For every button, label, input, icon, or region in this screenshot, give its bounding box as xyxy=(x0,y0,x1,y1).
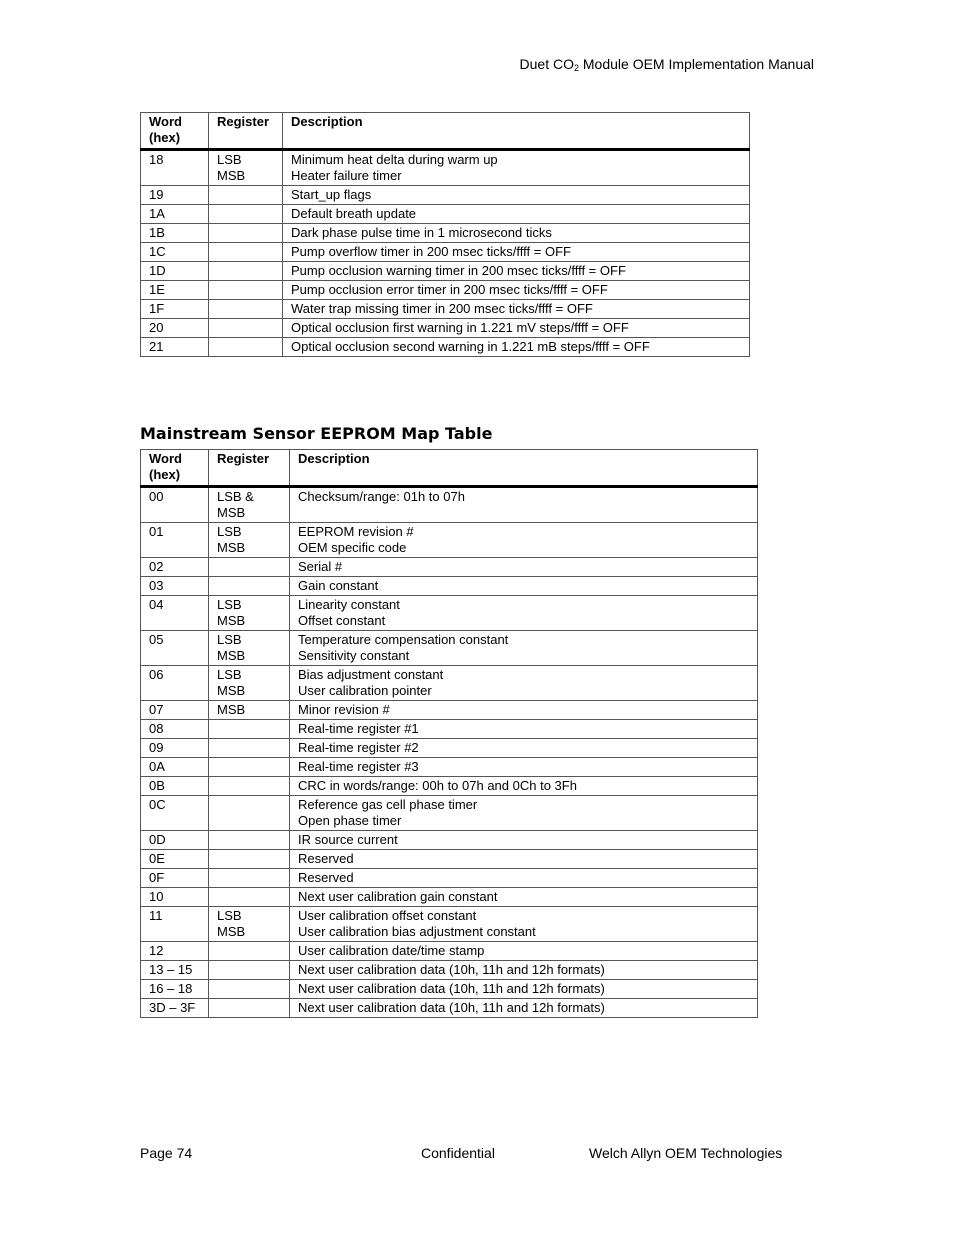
cell-description: EEPROM revision # OEM specific code xyxy=(290,523,758,558)
cell-description: Real-time register #3 xyxy=(290,758,758,777)
cell-word: 18 xyxy=(141,150,209,186)
table-row xyxy=(141,631,758,666)
cell-description: Gain constant xyxy=(290,577,758,596)
cell-description: Reference gas cell phase timer Open phase timer xyxy=(290,796,758,831)
cell-description: IR source current xyxy=(290,831,758,850)
cell-register xyxy=(209,888,290,907)
table-row xyxy=(141,777,758,796)
column-header-word: Word (hex) xyxy=(141,113,209,150)
cell-register xyxy=(209,831,290,850)
cell-word: 02 xyxy=(141,558,209,577)
cell-word: 00 xyxy=(141,487,209,523)
cell-register xyxy=(209,338,283,357)
cell-register: LSB MSB xyxy=(209,666,290,701)
cell-description: Start_up flags xyxy=(283,186,750,205)
table-header-row xyxy=(141,113,750,150)
cell-register xyxy=(209,577,290,596)
cell-register xyxy=(209,720,290,739)
table-row xyxy=(141,796,758,831)
cell-description: Optical occlusion second warning in 1.221 mB steps/ffff = OFF xyxy=(283,338,750,357)
table-row xyxy=(141,907,758,942)
cell-register: LSB MSB xyxy=(209,596,290,631)
cell-description: Pump occlusion error timer in 200 msec ticks/ffff = OFF xyxy=(283,281,750,300)
table-body xyxy=(141,150,750,357)
table-row xyxy=(141,523,758,558)
cell-word: 04 xyxy=(141,596,209,631)
cell-register xyxy=(209,961,290,980)
cell-register: LSB MSB xyxy=(209,150,283,186)
cell-word: 1D xyxy=(141,262,209,281)
table-row xyxy=(141,262,750,281)
cell-description: Optical occlusion first warning in 1.221 mV steps/ffff = OFF xyxy=(283,319,750,338)
table-row xyxy=(141,487,758,523)
footer-company: Welch Allyn OEM Technologies xyxy=(589,1145,783,1161)
table-body xyxy=(141,487,758,1018)
section-title: Mainstream Sensor EEPROM Map Table xyxy=(140,424,493,443)
cell-word: 1A xyxy=(141,205,209,224)
cell-word: 1E xyxy=(141,281,209,300)
table-row xyxy=(141,205,750,224)
cell-word: 16 – 18 xyxy=(141,980,209,999)
cell-register: MSB xyxy=(209,701,290,720)
cell-word: 07 xyxy=(141,701,209,720)
cell-description: Water trap missing timer in 200 msec ticks/ffff = OFF xyxy=(283,300,750,319)
table-row xyxy=(141,942,758,961)
table-row xyxy=(141,186,750,205)
cell-word: 05 xyxy=(141,631,209,666)
cell-word: 0F xyxy=(141,869,209,888)
cell-description: Pump occlusion warning timer in 200 msec ticks/ffff = OFF xyxy=(283,262,750,281)
table-row xyxy=(141,701,758,720)
table-row xyxy=(141,850,758,869)
table-row xyxy=(141,999,758,1018)
cell-word: 08 xyxy=(141,720,209,739)
footer-page-number: Page 74 xyxy=(140,1145,193,1161)
table-row xyxy=(141,300,750,319)
cell-description: Dark phase pulse time in 1 microsecond ticks xyxy=(283,224,750,243)
table-row xyxy=(141,831,758,850)
table-row xyxy=(141,869,758,888)
cell-register xyxy=(209,243,283,262)
register-table-1 xyxy=(140,112,750,357)
cell-register: LSB MSB xyxy=(209,523,290,558)
cell-register xyxy=(209,850,290,869)
table-row xyxy=(141,224,750,243)
table-row xyxy=(141,980,758,999)
header-title-pre: Duet CO xyxy=(519,56,574,72)
cell-description: User calibration date/time stamp xyxy=(290,942,758,961)
column-header-description: Description xyxy=(283,113,750,150)
cell-register xyxy=(209,739,290,758)
cell-register xyxy=(209,262,283,281)
table-row xyxy=(141,758,758,777)
cell-register xyxy=(209,777,290,796)
cell-register xyxy=(209,796,290,831)
cell-word: 03 xyxy=(141,577,209,596)
cell-register xyxy=(209,980,290,999)
table-row xyxy=(141,319,750,338)
cell-word: 19 xyxy=(141,186,209,205)
cell-register xyxy=(209,758,290,777)
cell-register xyxy=(209,205,283,224)
column-header-register: Register xyxy=(209,450,290,487)
cell-description: Real-time register #1 xyxy=(290,720,758,739)
cell-description: User calibration offset constant User calibration bias adjustment constant xyxy=(290,907,758,942)
cell-word: 09 xyxy=(141,739,209,758)
table-row xyxy=(141,720,758,739)
cell-register xyxy=(209,869,290,888)
cell-word: 0C xyxy=(141,796,209,831)
cell-description: Checksum/range: 01h to 07h xyxy=(290,487,758,523)
cell-word: 1B xyxy=(141,224,209,243)
cell-word: 0D xyxy=(141,831,209,850)
cell-description: Next user calibration gain constant xyxy=(290,888,758,907)
column-header-register: Register xyxy=(209,113,283,150)
cell-register xyxy=(209,319,283,338)
table-row xyxy=(141,577,758,596)
header-title-post: Module OEM Implementation Manual xyxy=(579,56,814,72)
cell-description: Serial # xyxy=(290,558,758,577)
cell-description: CRC in words/range: 00h to 07h and 0Ch to 3Fh xyxy=(290,777,758,796)
column-header-word: Word (hex) xyxy=(141,450,209,487)
column-header-description: Description xyxy=(290,450,758,487)
cell-description: Minor revision # xyxy=(290,701,758,720)
table-row xyxy=(141,961,758,980)
cell-word: 1C xyxy=(141,243,209,262)
cell-register xyxy=(209,558,290,577)
table-row xyxy=(141,888,758,907)
cell-description: Minimum heat delta during warm up Heater failure timer xyxy=(283,150,750,186)
cell-word: 06 xyxy=(141,666,209,701)
cell-register: LSB & MSB xyxy=(209,487,290,523)
cell-register: LSB MSB xyxy=(209,631,290,666)
cell-description: Next user calibration data (10h, 11h and 12h formats) xyxy=(290,961,758,980)
cell-description: Pump overflow timer in 200 msec ticks/ffff = OFF xyxy=(283,243,750,262)
cell-word: 0A xyxy=(141,758,209,777)
cell-description: Next user calibration data (10h, 11h and 12h formats) xyxy=(290,980,758,999)
table-row xyxy=(141,558,758,577)
cell-description: Next user calibration data (10h, 11h and 12h formats) xyxy=(290,999,758,1018)
cell-register xyxy=(209,942,290,961)
cell-register xyxy=(209,300,283,319)
cell-word: 01 xyxy=(141,523,209,558)
cell-register xyxy=(209,281,283,300)
cell-word: 11 xyxy=(141,907,209,942)
cell-register xyxy=(209,186,283,205)
cell-register xyxy=(209,999,290,1018)
cell-word: 21 xyxy=(141,338,209,357)
table-row xyxy=(141,281,750,300)
cell-word: 12 xyxy=(141,942,209,961)
cell-word: 0B xyxy=(141,777,209,796)
cell-register xyxy=(209,224,283,243)
cell-description: Default breath update xyxy=(283,205,750,224)
cell-word: 13 – 15 xyxy=(141,961,209,980)
cell-description: Reserved xyxy=(290,869,758,888)
table-row xyxy=(141,739,758,758)
table-header-row xyxy=(141,450,758,487)
cell-description: Bias adjustment constant User calibration pointer xyxy=(290,666,758,701)
cell-word: 1F xyxy=(141,300,209,319)
cell-description: Temperature compensation constant Sensitivity constant xyxy=(290,631,758,666)
footer-confidential: Confidential xyxy=(421,1145,495,1161)
cell-word: 20 xyxy=(141,319,209,338)
cell-description: Linearity constant Offset constant xyxy=(290,596,758,631)
running-header xyxy=(520,56,814,73)
table-row xyxy=(141,150,750,186)
cell-word: 0E xyxy=(141,850,209,869)
cell-word: 3D – 3F xyxy=(141,999,209,1018)
eeprom-map-table xyxy=(140,449,758,1018)
table-row xyxy=(141,338,750,357)
table-row xyxy=(141,243,750,262)
cell-description: Real-time register #2 xyxy=(290,739,758,758)
table-row xyxy=(141,596,758,631)
cell-description: Reserved xyxy=(290,850,758,869)
cell-register: LSB MSB xyxy=(209,907,290,942)
table-row xyxy=(141,666,758,701)
cell-word: 10 xyxy=(141,888,209,907)
header-title-subscript: 2 xyxy=(573,63,579,73)
